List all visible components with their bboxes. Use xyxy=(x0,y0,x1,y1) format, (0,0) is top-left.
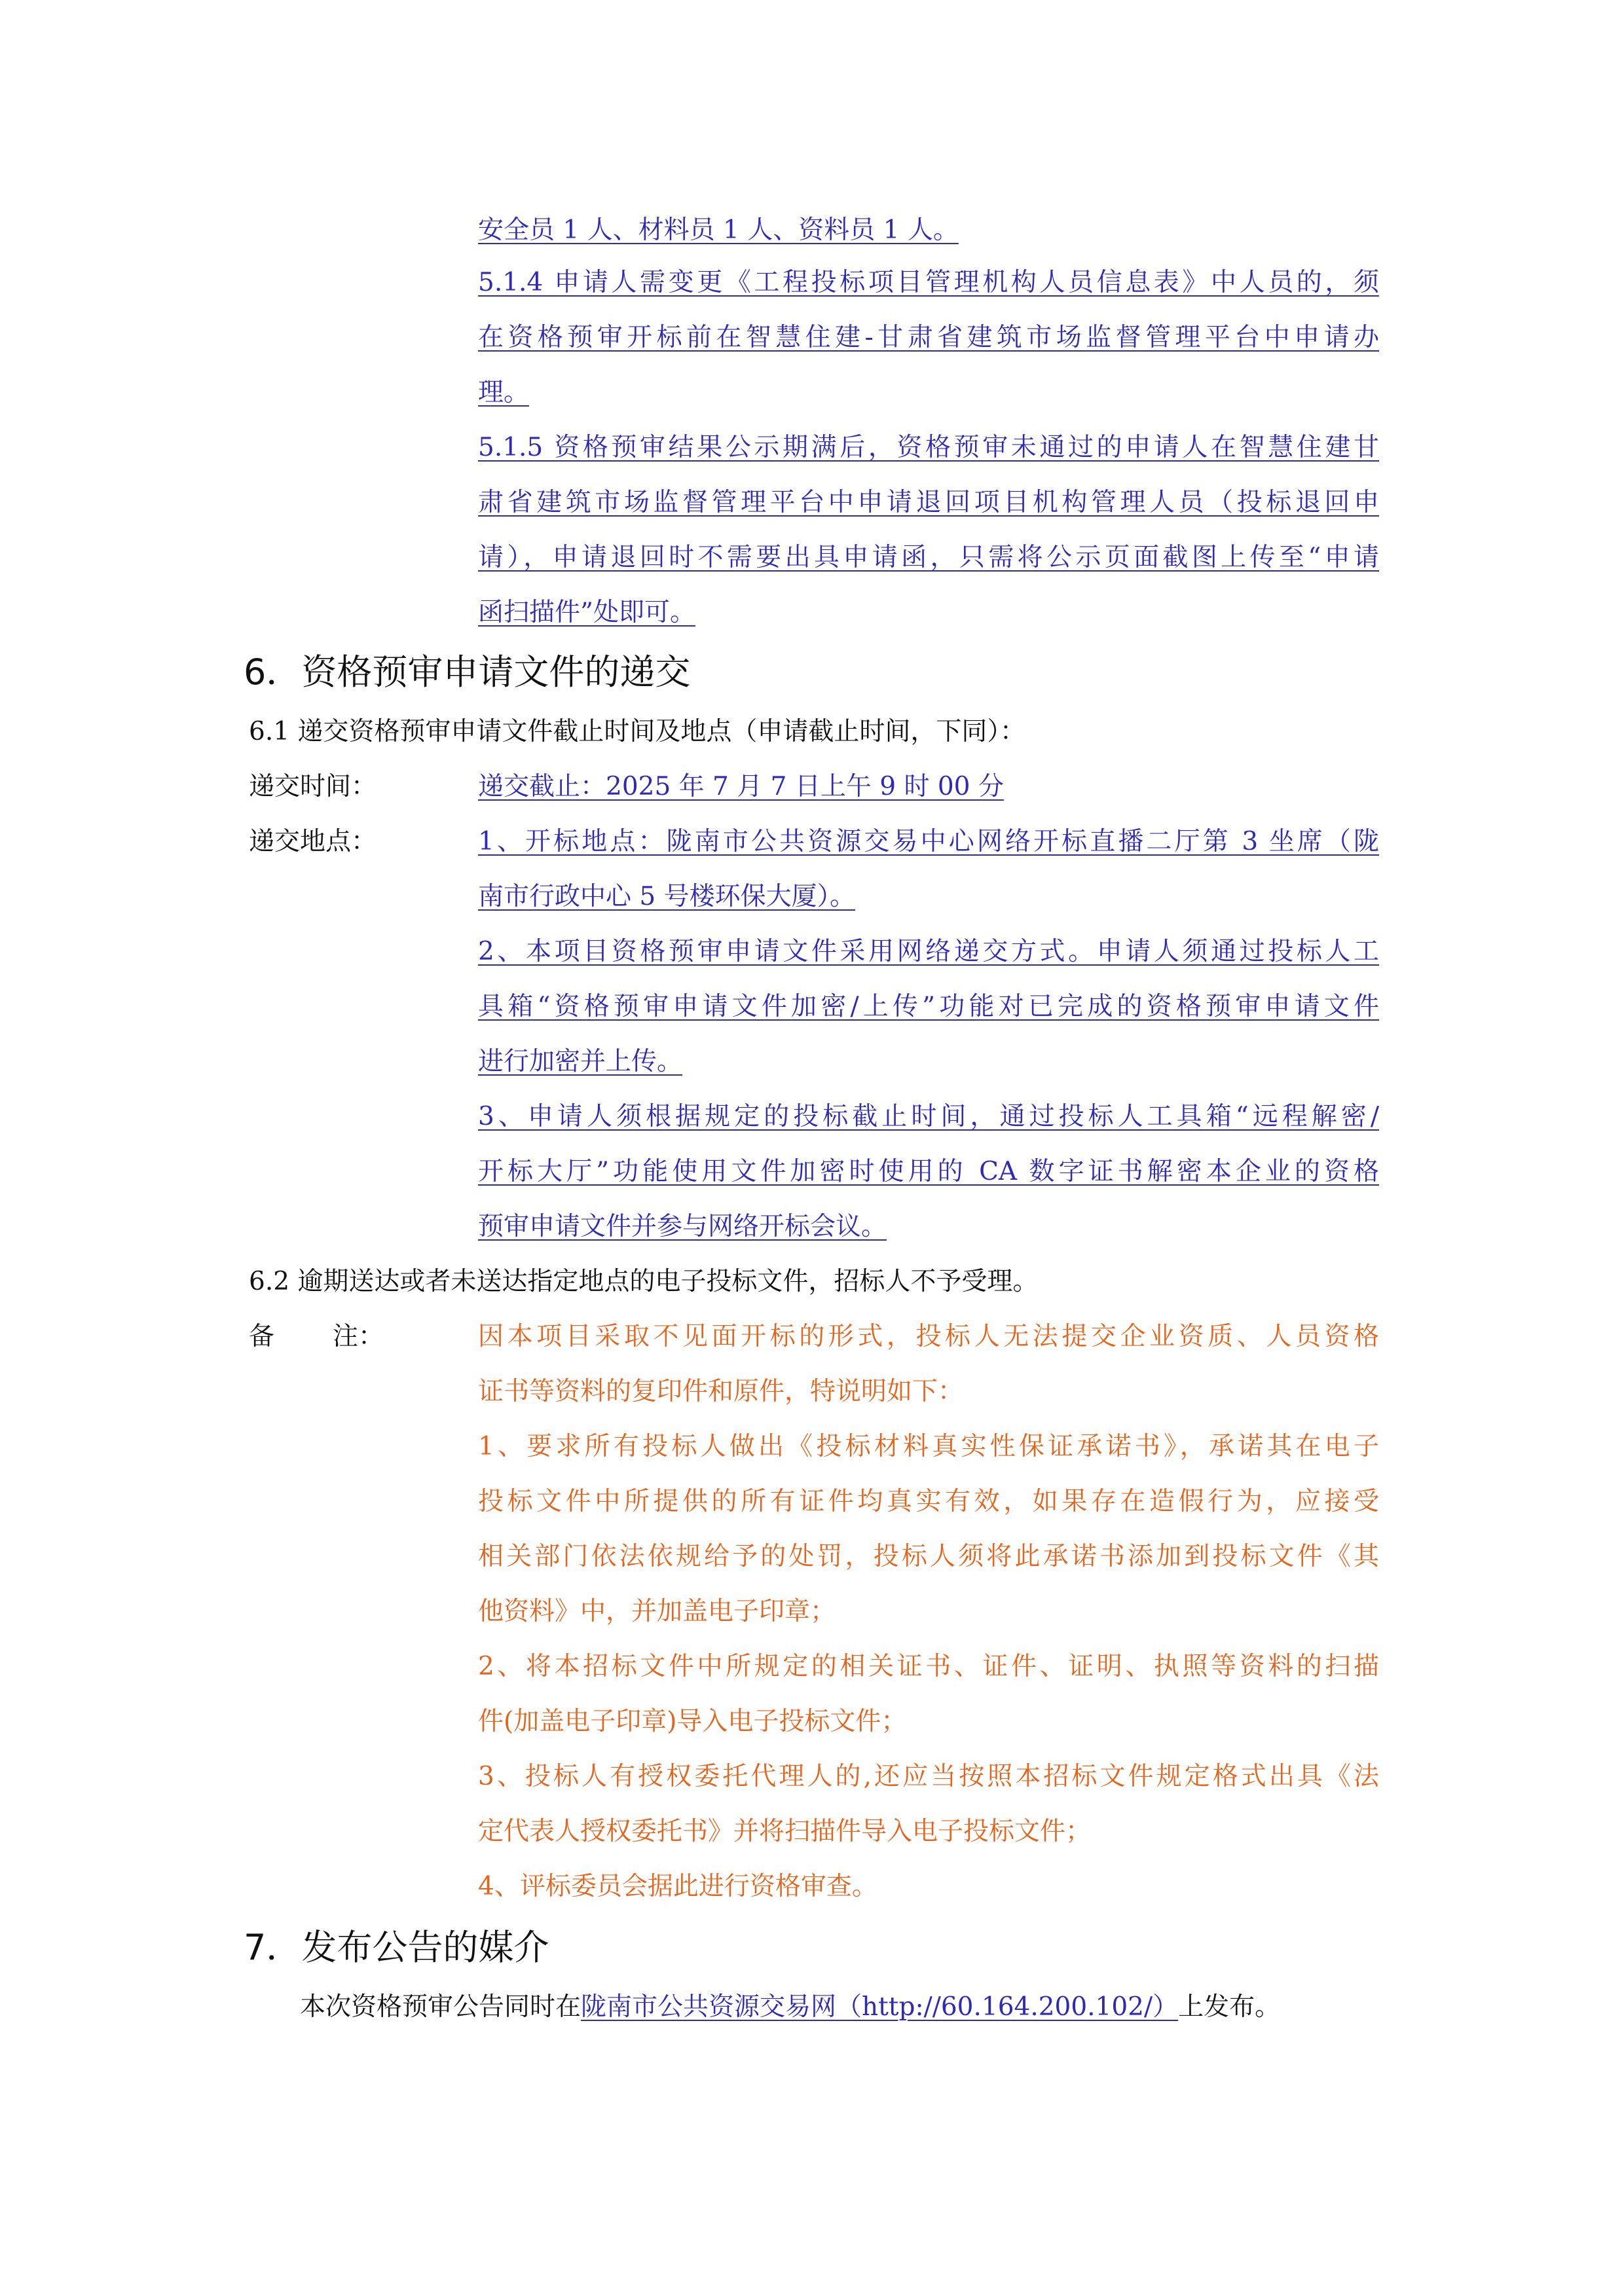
place-item-3-line2: 开标大厅”功能使用文件加密时使用的 CA 数字证书解密本企业的资格 xyxy=(478,1157,1379,1186)
clause-5-1-5-line1: 5.1.5 资格预审结果公示期满后，资格预审未通过的申请人在智慧住建甘 xyxy=(478,433,1379,462)
note-item-3-line1: 3、投标人有授权委托代理人的,还应当按照本招标文件规定格式出具《法 xyxy=(478,1762,1379,1791)
clause-5-1-4-line3: 理。 xyxy=(478,378,530,407)
note-item-3-line2: 定代表人授权委托书》并将扫描件导入电子投标文件； xyxy=(478,1817,1092,1846)
media-text-before: 本次资格预审公告同时在 xyxy=(300,1992,581,2022)
clause-5-1-4-line1: 5.1.4 申请人需变更《工程投标项目管理机构人员信息表》中人员的，须 xyxy=(478,268,1379,297)
submit-time-value: 递交截止：2025 年 7 月 7 日上午 9 时 00 分 xyxy=(478,772,1004,801)
place-item-3-line3: 预审申请文件并参与网络开标会议。 xyxy=(478,1212,887,1241)
note-label-char1: 备 xyxy=(249,1322,275,1351)
note-item-1-line4: 他资料》中，并加盖电子印章； xyxy=(478,1597,836,1626)
note-item-1-line1: 1、要求所有投标人做出《投标材料真实性保证承诺书》，承诺其在电子 xyxy=(478,1432,1379,1461)
place-item-1-line1: 1、开标地点：陇南市公共资源交易中心网络开标直播二厅第 3 坐席（陇 xyxy=(478,827,1379,856)
note-item-1-line3: 相关部门依法依规给予的处罚，投标人须将此承诺书添加到投标文件《其 xyxy=(478,1542,1379,1571)
submit-time-label: 递交时间： xyxy=(249,772,377,801)
clause-6-1: 6.1 递交资格预审申请文件截止时间及地点（申请截止时间，下同）： xyxy=(249,717,1025,746)
note-item-2-line2: 件(加盖电子印章)导入电子投标文件； xyxy=(478,1707,907,1736)
place-item-3-line1: 3、申请人须根据规定的投标截止时间，通过投标人工具箱“远程解密/ xyxy=(478,1102,1379,1131)
clause-5-1-4-line2: 在资格预审开标前在智慧住建-甘肃省建筑市场监督管理平台中申请办 xyxy=(478,323,1379,352)
section-7-heading: 7．发布公告的媒介 xyxy=(244,1927,549,1968)
media-sentence xyxy=(300,1994,1280,2020)
section-6-heading: 6．资格预审申请文件的递交 xyxy=(244,651,691,693)
note-intro-line2: 证书等资料的复印件和原件，特说明如下： xyxy=(478,1377,964,1406)
place-item-2-line2: 具箱“资格预审申请文件加密/上传”功能对已完成的资格预审申请文件 xyxy=(478,992,1379,1021)
place-item-1-line2: 南市行政中心 5 号楼环保大厦）。 xyxy=(478,882,856,911)
note-item-2-line1: 2、将本招标文件中所规定的相关证书、证件、证明、执照等资料的扫描 xyxy=(478,1652,1379,1681)
clause-5-1-5-line4: 函扫描件”处即可。 xyxy=(478,598,695,627)
note-item-1-line2: 投标文件中所提供的所有证件均真实有效，如果存在造假行为，应接受 xyxy=(478,1487,1379,1516)
place-item-2-line1: 2、本项目资格预审申请文件采用网络递交方式。申请人须通过投标人工 xyxy=(478,937,1379,966)
place-item-2-line3: 进行加密并上传。 xyxy=(478,1047,683,1076)
note-label-char2: 注： xyxy=(333,1322,384,1351)
clause-6-2: 6.2 逾期送达或者未送达指定地点的电子投标文件，招标人不予受理。 xyxy=(249,1267,1039,1296)
clause-5-1-5-line2: 肃省建筑市场监督管理平台中申请退回项目机构管理人员（投标退回申 xyxy=(478,488,1379,517)
submit-place-label: 递交地点： xyxy=(249,827,377,856)
media-text-after: 上发布。 xyxy=(1178,1992,1281,2022)
trading-site-link[interactable]: 陇南市公共资源交易网（http://60.164.200.102/） xyxy=(581,1992,1179,2022)
note-item-4: 4、评标委员会据此进行资格审查。 xyxy=(478,1872,877,1901)
clause-5-1-5-line3: 请），申请退回时不需要出具申请函，只需将公示页面截图上传至“申请 xyxy=(478,543,1379,572)
note-intro-line1: 因本项目采取不见面开标的形式，投标人无法提交企业资质、人员资格 xyxy=(478,1322,1379,1351)
req-line-staff: 安全员 1 人、材料员 1 人、资料员 1 人。 xyxy=(478,215,959,245)
